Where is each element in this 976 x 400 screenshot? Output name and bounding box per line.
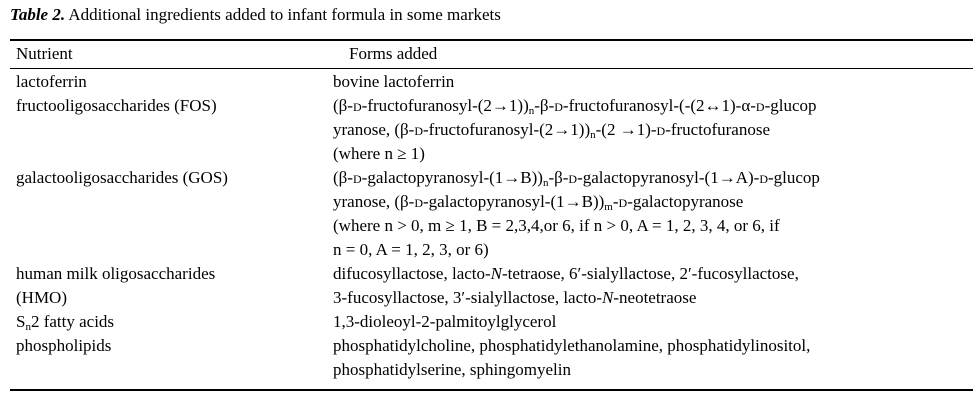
table-row-phospholipids	[0, 334, 976, 382]
forms-added-cell	[333, 262, 953, 310]
forms-added-text: bovine lactoferrin	[333, 72, 455, 91]
table-top-rule	[10, 39, 973, 41]
table-row-gos	[0, 166, 976, 262]
table-header-rule	[10, 68, 973, 69]
forms-added-text: n = 0, A = 1, 2, 3, or 6)	[333, 240, 489, 259]
table-caption	[10, 3, 501, 27]
nutrient-name: fructooligosaccharides (FOS)	[16, 96, 217, 115]
forms-added-text: (where n > 0, m ≥ 1, B = 2,3,4,or 6, if n > 0, A = 1, 2, 3, 4, or 6, if	[333, 216, 780, 235]
forms-added-cell	[333, 166, 953, 262]
nutrient-name: human milk oligosaccharides	[16, 264, 216, 283]
forms-added-cell	[333, 334, 953, 382]
table-caption-text: Additional ingredients added to infant formula in some markets	[65, 5, 501, 24]
forms-added-cell	[333, 94, 953, 166]
nutrient-cell	[0, 262, 333, 310]
nutrient-cell	[0, 70, 333, 94]
nutrient-name: galactooligosaccharides (GOS)	[16, 168, 228, 187]
forms-added-text: yranose, $(\beta-d-galactopyranosyl-(1\to B))_m-d$-galactopyranose	[333, 192, 744, 213]
nutrient-cell	[0, 94, 333, 118]
forms-added-cell	[333, 310, 953, 334]
table-row-fos	[0, 94, 976, 166]
table-row-hmo	[0, 262, 976, 310]
table-row-lactoferrin	[0, 70, 976, 94]
column-header-nutrient: Nutrient	[16, 44, 73, 63]
table-row-sn2-fatty-acids	[0, 310, 976, 334]
column-header-forms-added: Forms added	[349, 44, 438, 63]
forms-added-cell	[333, 70, 953, 94]
forms-added-text: 3-fucosyllactose, 3′-sialyllactose, lacto-N-neotetraose	[333, 288, 697, 307]
table-caption-label: Table 2.	[10, 5, 66, 24]
forms-added-text: difucosyllactose, lacto-N-tetraose, 6′-sialyllactose, 2′-fucosyllactose,	[333, 264, 799, 283]
nutrient-name: (HMO)	[16, 288, 67, 307]
forms-added-text: (where n ≥ 1)	[333, 144, 425, 163]
forms-added-text: $(\beta-d-galactopyranosyl-(1\to B))_n-\beta-d-galactopyranosyl-(1\to A)-d$-glucop	[333, 168, 820, 189]
table-body	[0, 70, 976, 382]
forms-added-text: phosphatidylserine, sphingomyelin	[333, 360, 571, 379]
forms-added-text: phosphatidylcholine, phosphatidylethanolamine, phosphatidylinositol,	[333, 336, 811, 355]
forms-added-text: $(\beta-d-fructofuranosyl-(2\to 1))_n-\beta-d-fructofuranosyl-(-(2\leftrightarrow 1)-\alpha-d$-glucop	[333, 96, 817, 117]
forms-added-text: 1,3-dioleoyl-2-palmitoylglycerol	[333, 312, 557, 331]
forms-added-text: yranose, $(\beta-d-fructofuranosyl-(2\to 1))_n-(2$ →1)-d-fructofuranose	[333, 120, 770, 141]
table-bottom-rule	[10, 389, 973, 391]
nutrient-cell	[0, 166, 333, 190]
nutrient-cell	[0, 310, 333, 334]
nutrient-name: $S_n2$ fatty acids	[16, 312, 115, 333]
nutrient-name: lactoferrin	[16, 72, 87, 91]
nutrient-name: phospholipids	[16, 336, 112, 355]
nutrient-cell	[0, 334, 333, 358]
